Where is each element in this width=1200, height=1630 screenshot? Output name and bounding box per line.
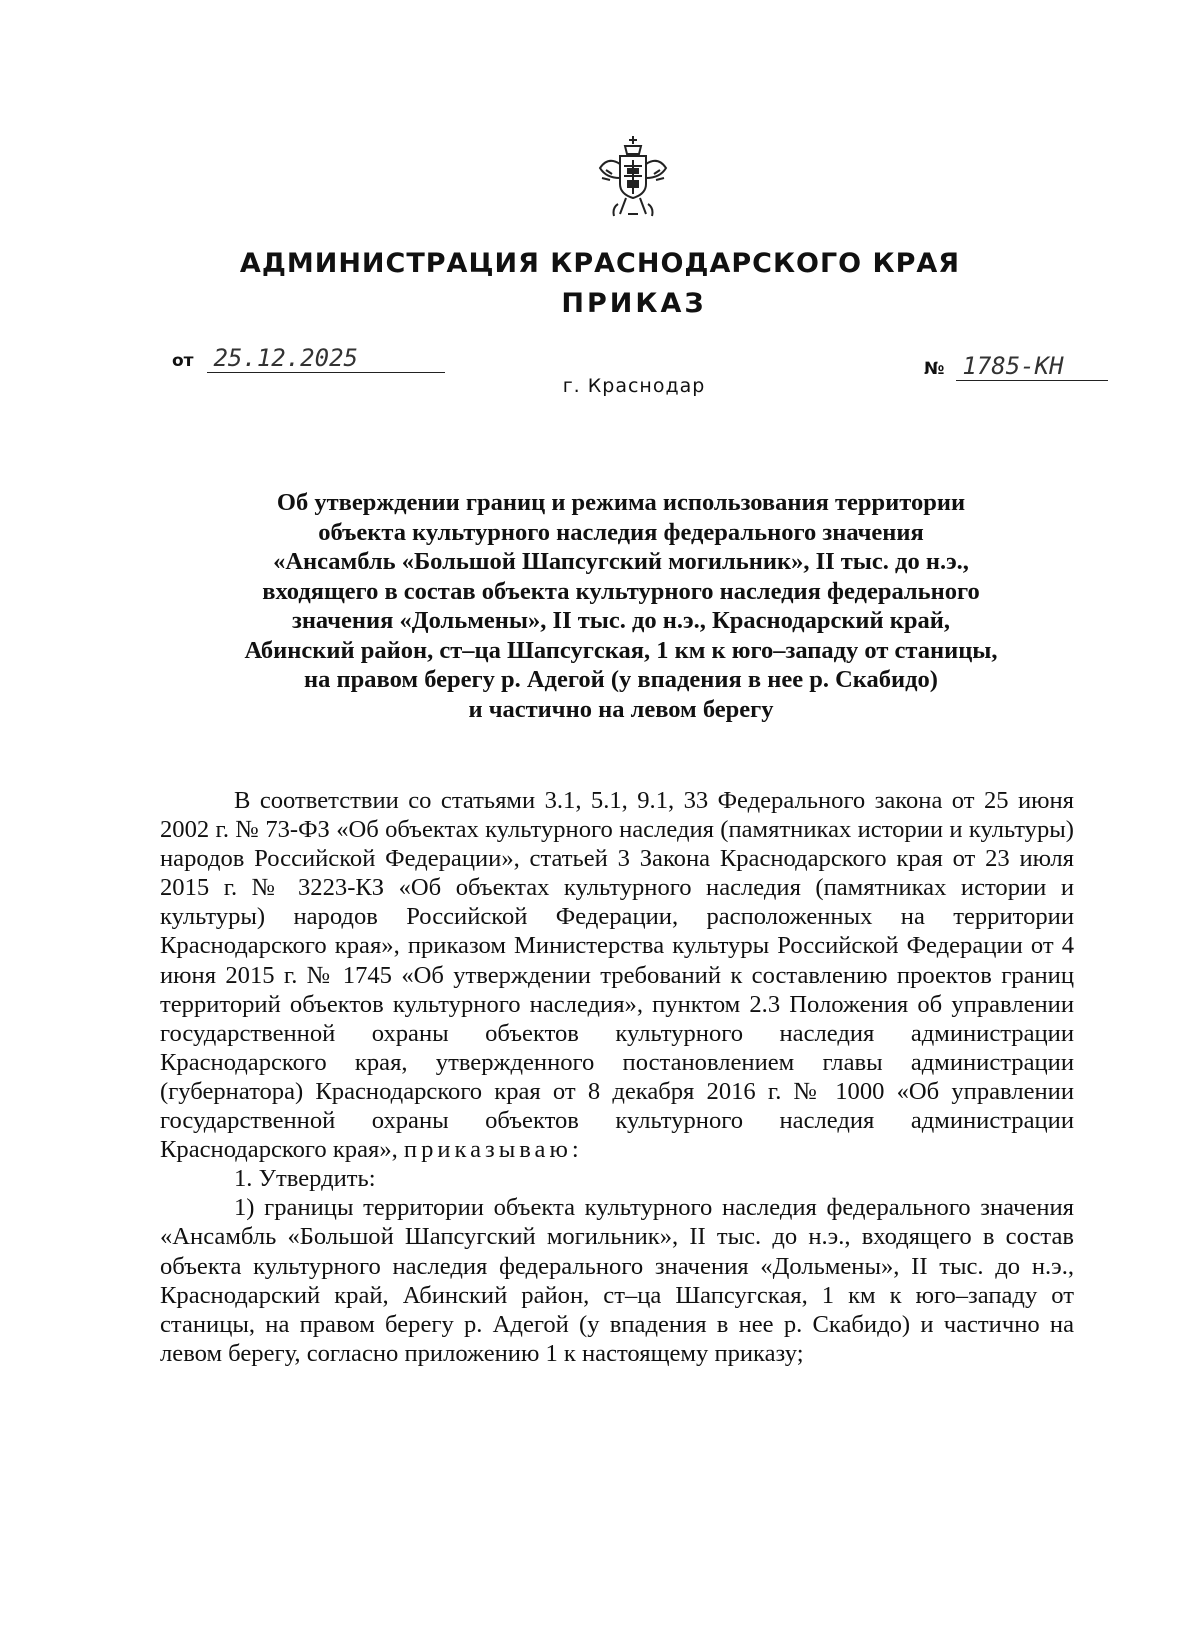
title-line: на правом берегу р. Адегой (у впадения в нее р. Скабидо) [304, 666, 938, 693]
title-line: значения «Дольмены», II тыс. до н.э., Краснодарский край, [291, 607, 951, 634]
title-line: Об утверждении границ и режима использования территории [276, 489, 966, 516]
title-line: входящего в состав объекта культурного наследия федерального [262, 577, 980, 605]
title-line: «Ансамбль «Большой Шапсугский могильник», II тыс. до н.э., [273, 548, 969, 575]
item-1-1-paragraph: 1) границы территории объекта культурного наследия федерального значения «Ансамбль «Большой Шапсугский могильник», II тыс. до н.э., входящего в состав объекта культурного наследия федерального значения «Дольмены», II тыс. до н.э., Краснодарский край, Абинский район, ст–ца Шапсугская, 1 км к юго–западу от станицы, на правом берегу р. Адегой (у впадения в нее р. Скабидо) и частично на левом берегу, согласно приложению 1 к настоящему приказу; [160, 1194, 1074, 1367]
order-word: приказываю: [403, 1136, 583, 1164]
document-body [160, 786, 1074, 1368]
date-value: 25.12.2025 [207, 344, 445, 373]
number-value: 1785-КН [956, 352, 1108, 381]
title-line: объекта культурного наследия федерального значения [318, 518, 924, 546]
date-prefix: от [172, 351, 194, 371]
preamble-text: В соответствии со статьями 3.1, 5.1, 9.1, 33 Федерального закона от 25 июня 2002 г. № 73-ФЗ «Об объектах культурного наследия (памятниках истории и культуры) народов Российской Федерации», статьей 3 Закона Краснодарского края от 23 июля 2015 г. № 3223-КЗ «Об объектах культурного наследия (памятниках истории и культуры) народов Российской Федерации, расположенных на территории Краснодарского края», приказом Министерства культуры Российской Федерации от 4 июня 2015 г. № 1745 «Об утверждении требований к составлению проектов границ территорий объектов культурного наследия», пунктом 2.3 Положения об управлении государственной охраны объектов культурного наследия администрации Краснодарского края, утвержденного постановлением главы администрации (губернатора) Краснодарского края от 8 декабря 2016 г. № 1000 «Об управлении государственной охраны объектов культурного наследия администрации Краснодарского края», [160, 787, 1074, 1164]
document-type: ПРИКАЗ [561, 288, 707, 319]
document-title [196, 488, 1046, 724]
organization-name: АДМИНИСТРАЦИЯ КРАСНОДАРСКОГО КРАЯ [239, 248, 961, 279]
number-prefix: № [924, 359, 945, 379]
preamble-paragraph [160, 786, 1074, 1164]
item-1-paragraph: 1. Утвердить: [234, 1165, 376, 1193]
title-line: и частично на левом берегу [468, 695, 774, 723]
title-line: Абинский район, ст–ца Шапсугская, 1 км к юго–западу от станицы, [244, 636, 998, 664]
coat-of-arms-emblem [598, 134, 668, 220]
date-row [172, 344, 445, 373]
city-line: г. Краснодар [562, 375, 706, 397]
